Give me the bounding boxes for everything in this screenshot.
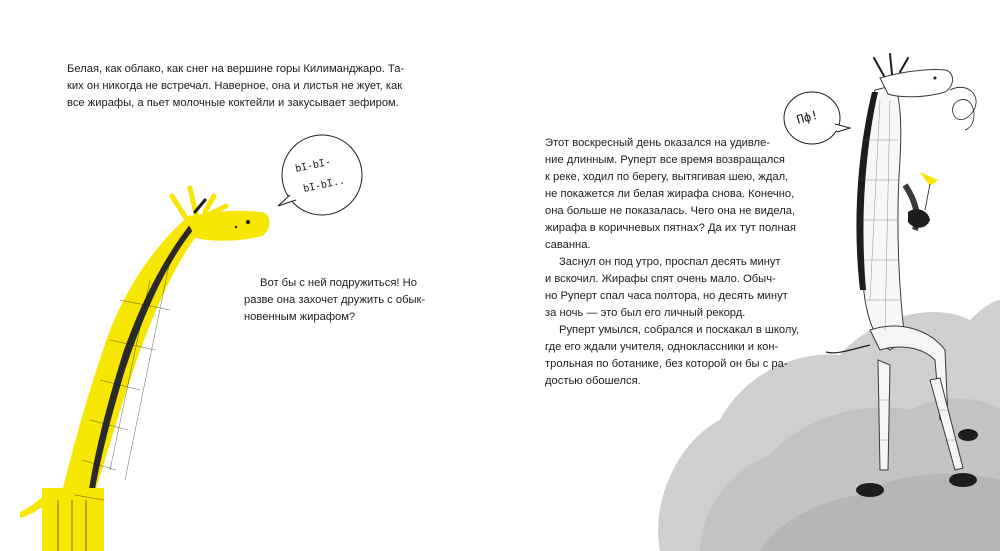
paragraph-right bbox=[545, 135, 797, 390]
speech-text-right: Пф! bbox=[795, 107, 820, 127]
text-line: Руперт умылся, собрался и поскакал в школу, bbox=[559, 324, 799, 336]
text-line: ких он никогда не встречал. Наверное, она и листья не жует, как bbox=[67, 80, 403, 92]
text-line: Этот воскресный день оказался на удивле- bbox=[545, 137, 771, 149]
text-line: трольная по ботанике, без которой он бы с ра- bbox=[545, 358, 788, 370]
text-line: Вот бы с ней подружиться! Но bbox=[260, 277, 417, 289]
text-line: к реке, ходил по берегу, вытягивая шею, ждал, bbox=[545, 171, 789, 183]
text-line: Белая, как облако, как снег на вершине горы Килиманджаро. Та- bbox=[67, 63, 405, 75]
text-line: где его ждали учителя, одноклассники и кон- bbox=[545, 341, 779, 353]
text-line: Заснул он под утро, проспал десять минут bbox=[559, 256, 781, 268]
speech-bubble-left bbox=[278, 135, 362, 215]
text-line: все жирафы, а пьет молочные коктейли и закусывает зефиром. bbox=[67, 97, 399, 109]
text-line: она больше не показалась. Чего она не видела, bbox=[545, 205, 796, 217]
speech-text-left-2: bI-bI.. bbox=[302, 175, 346, 195]
text-line: достью обошелся. bbox=[545, 375, 641, 387]
text-line: за ночь — это был его личный рекорд. bbox=[545, 307, 746, 319]
text-line: и вскочил. Жирафы спят очень мало. Обыч- bbox=[545, 273, 776, 285]
speech-text-left-1: bI-bI- bbox=[294, 156, 332, 175]
yellow-giraffe-illustration bbox=[20, 188, 270, 551]
text-line: новенным жирафом? bbox=[244, 311, 356, 323]
text-line: разве она захочет дружить с обык- bbox=[244, 294, 426, 306]
text-line: не покажется ли белая жирафа снова. Конечно, bbox=[545, 188, 795, 200]
text-line: саванна. bbox=[545, 239, 591, 251]
paragraph-wish bbox=[244, 275, 484, 326]
text-line: жирафа в коричневых пятнах? Да их тут полная bbox=[545, 222, 796, 234]
text-line: ние длинным. Руперт все время возвращался bbox=[545, 154, 785, 166]
paragraph-top bbox=[67, 61, 427, 112]
text-line: но Руперт спал часа полтора, но десять минут bbox=[545, 290, 788, 302]
